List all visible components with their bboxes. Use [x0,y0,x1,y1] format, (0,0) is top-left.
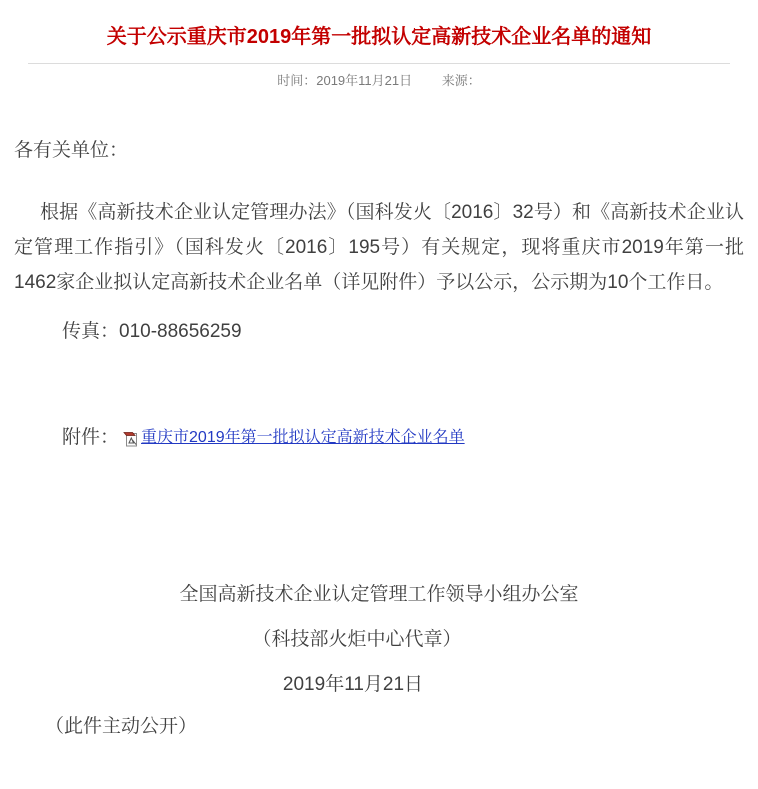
attachment-link[interactable]: 重庆市2019年第一批拟认定高新技术企业名单 [141,429,465,446]
meta-source-label: 来源： [441,73,481,88]
fax-line: 传真：010-88656259 [62,321,242,342]
attachment-label: 附件： [62,427,120,448]
signature-date: 2019年11月21日 [282,674,424,695]
signature-seal-note: （科技部火炬中心代章） [252,629,462,650]
meta-time-label: 时间： [277,73,317,88]
meta-time-value: 2019年11月21日 [316,73,413,88]
signature-organization: 全国高新技术企业认定管理工作领导小组办公室 [179,584,579,605]
page-title: 关于公示重庆市2019年第一批拟认定高新技术企业名单的通知 [106,26,652,48]
salutation: 各有关单位： [14,140,129,161]
meta-row [0,73,758,89]
pdf-icon[interactable] [123,430,139,446]
header [28,0,730,64]
notice-body [14,140,744,738]
main-paragraph: 根据《高新技术企业认定管理办法》（国科发火〔2016〕32号）和《高新技术企业认定管理工作指引》（国科发火〔2016〕195号）有关规定，现将重庆市2019年第一批1462家企业拟认定高新技术企业名单（详见附件）予以公示，公示期为10个工作日。 [14,202,744,293]
meta-time [277,73,412,88]
disclosure-note: （此件主动公开） [45,716,198,737]
meta-source [442,73,481,88]
attachment-row [62,426,744,450]
